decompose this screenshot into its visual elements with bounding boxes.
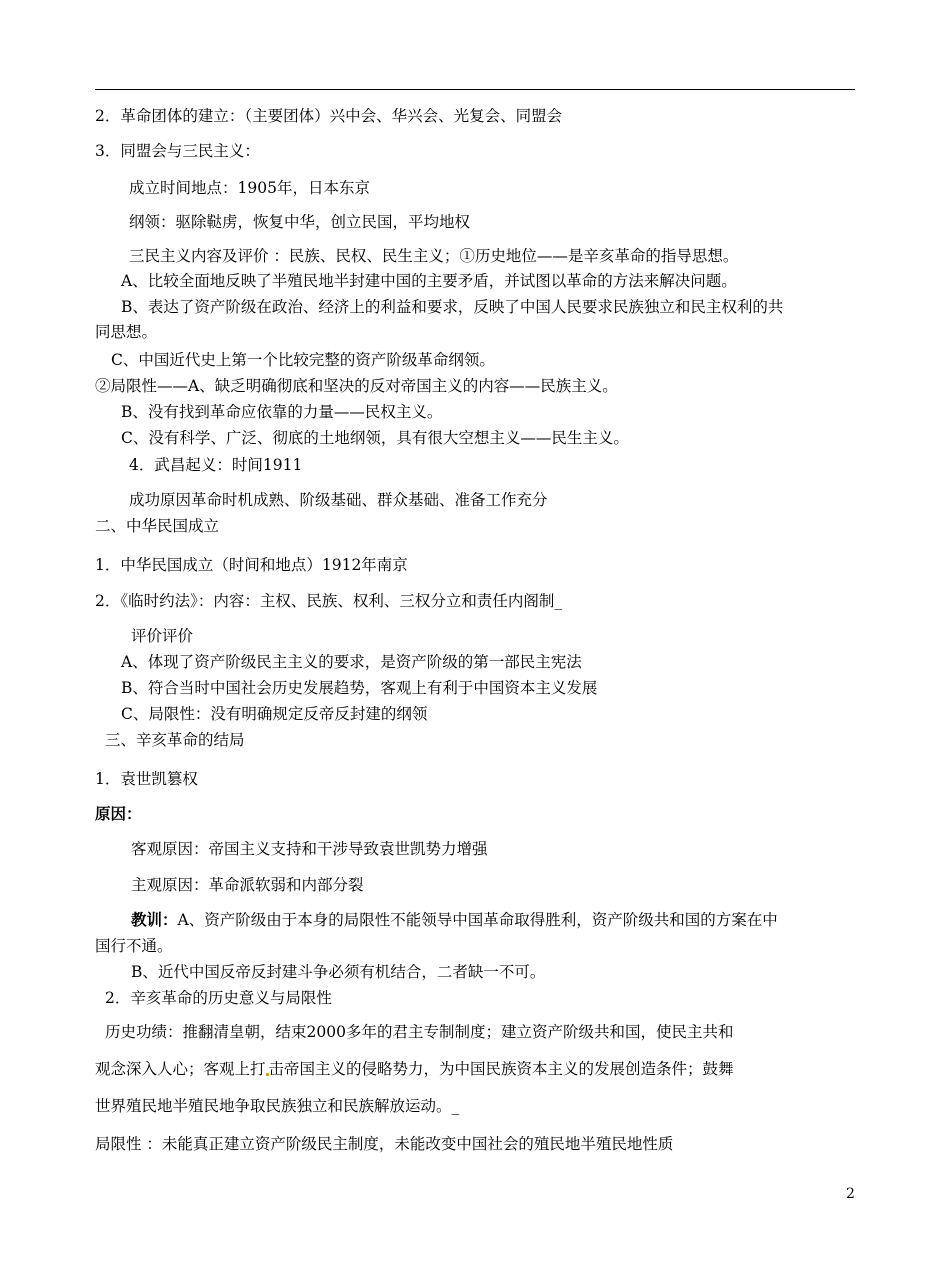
text-segment: 击帝国主义的侵略势力，为中国民族资本主义的发展创造条件；鼓舞 (268, 1060, 734, 1078)
page-number: 2 (846, 1186, 855, 1202)
text-line: 4．武昌起义：时间1911 (129, 456, 303, 474)
text-line: 成功原因革命时机成熟、阶级基础、群众基础、准备工作充分 (129, 491, 548, 509)
text-line: 客观原因：帝国主义支持和干涉导致袁世凯势力增强 (131, 840, 488, 858)
text-line: 世界殖民地半殖民地争取民族独立和民族解放运动。_ (95, 1097, 460, 1115)
text-line: 纲领：驱除鞑虏，恢复中华，创立民国，平均地权 (129, 213, 471, 231)
text-line: 同思想。 (95, 323, 158, 341)
text-line: 国行不通。 (95, 937, 173, 955)
section-heading: 三、辛亥革命的结局 (105, 731, 245, 749)
text-line (95, 1059, 734, 1079)
text-line: 主观原因：革命派软弱和内部分裂 (131, 876, 364, 894)
text-line: A、比较全面地反映了半殖民地半封建中国的主要矛盾，并试图以革命的方法来解决问题。 (121, 272, 737, 290)
text-line (131, 910, 778, 930)
text-line: 2．辛亥革命的历史意义与局限性 (105, 989, 332, 1007)
text-line: 三民主义内容及评价 ：民族、民权、民生主义；①历史地位——是辛亥革命的指导思想。 (129, 247, 739, 265)
text-line: B、符合当时中国社会历史发展趋势，客观上有利于中国资本主义发展 (121, 679, 598, 697)
header-rule (95, 89, 855, 90)
text-line: A、体现了资产阶级民主主义的要求，是资产阶级的第一部民主宪法 (121, 653, 582, 671)
text-line: 1．中华民国成立（时间和地点）1912年南京 (95, 556, 408, 574)
text-line: 3．同盟会与三民主义： (95, 142, 260, 160)
text-line: C、局限性：没有明确规定反帝反封建的纲领 (121, 705, 428, 723)
section-heading: 二、中华民国成立 (95, 517, 220, 535)
text-line: B、表达了资产阶级在政治、经济上的利益和要求，反映了中国人民要求民族独立和民主权利的共 (121, 298, 784, 316)
label-lesson: 教训： (131, 910, 178, 929)
text-line: ②局限性——A、缺乏明确彻底和坚决的反对帝国主义的内容——民族主义。 (95, 377, 618, 395)
lesson-text: A、资产阶级由于本身的局限性不能领导中国革命取得胜利，资产阶级共和国的方案在中 (177, 911, 778, 929)
text-line: 局限性 ：未能真正建立资产阶级民主制度，未能改变中国社会的殖民地半殖民地性质 (95, 1135, 674, 1153)
text-line: C、中国近代史上第一个比较完整的资产阶级革命纲领。 (111, 351, 495, 369)
text-line: 历史功绩：推翻清皇朝，结束2000多年的君主专制制度；建立资产阶级共和国，使民主共和 (105, 1023, 734, 1041)
text-segment: 观念深入人心；客观上打 (95, 1060, 266, 1078)
text-line: B、没有找到革命应依靠的力量——民权主义。 (121, 403, 443, 421)
label-reason: 原因： (95, 804, 142, 823)
text-line: B、近代中国反帝反封建斗争必须有机结合，二者缺一不可。 (131, 963, 546, 981)
text-line: 成立时间地点：1905年，日本东京 (129, 179, 370, 197)
text-line: 2．革命团体的建立：（主要团体）兴中会、华兴会、光复会、同盟会 (95, 107, 563, 125)
text-line: C、没有科学、广泛、彻底的土地纲领，具有很大空想主义——民生主义。 (121, 429, 629, 447)
text-line: 评价评价 (131, 627, 194, 645)
text-line: 2．《临时约法》：内容：主权、民族、权利、三权分立和责任内阁制_ (95, 592, 563, 610)
text-line: 1．袁世凯篡权 (95, 770, 198, 788)
